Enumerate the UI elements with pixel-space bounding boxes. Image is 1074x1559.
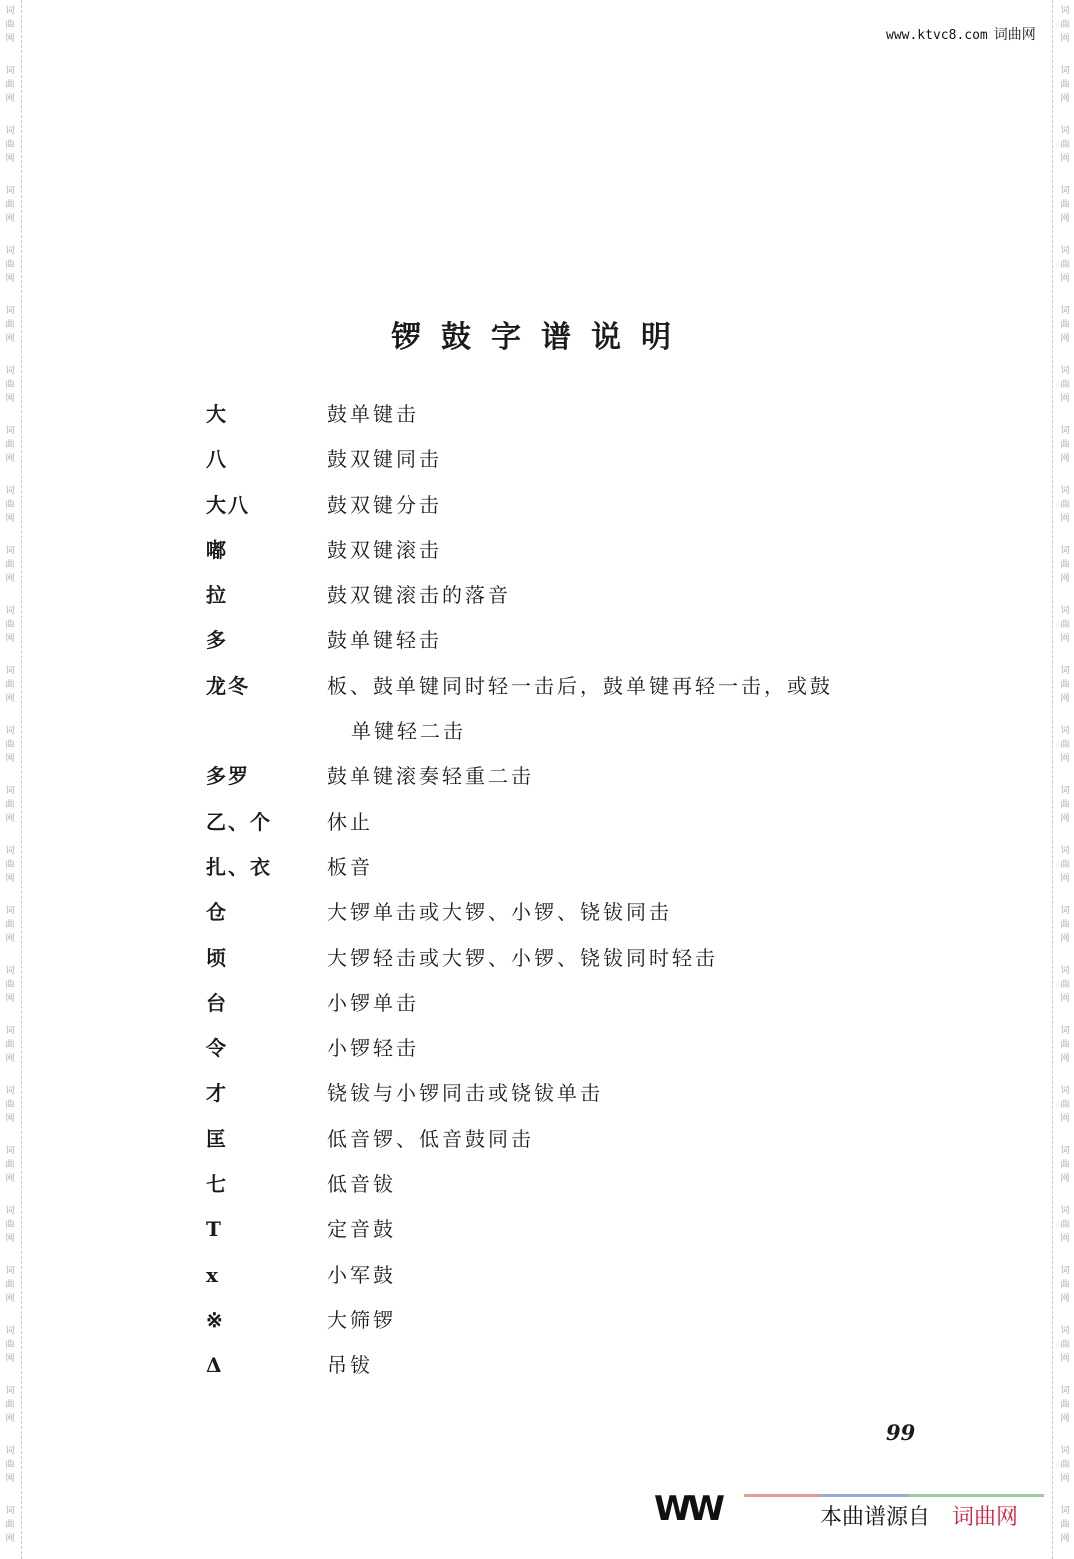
legend-symbol: 大八 — [206, 492, 250, 517]
legend-symbol: 乙、个 — [206, 809, 272, 834]
legend-description — [327, 1207, 886, 1252]
legend-row — [206, 981, 886, 1026]
legend-row — [206, 1343, 886, 1388]
watermark-stamp: 词 曲 网 — [5, 426, 15, 464]
legend-description — [327, 845, 886, 890]
legend-description — [327, 1026, 886, 1071]
legend-row — [206, 1253, 886, 1298]
legend-description-text: 鼓单键轻击 — [327, 628, 442, 653]
legend-description-text: 板、鼓单键同时轻一击后，鼓单键再轻一击，或鼓 — [327, 673, 833, 698]
legend-row — [206, 800, 886, 845]
watermark-stamp: 词 曲 网 — [1060, 6, 1070, 44]
legend-symbol: 顷 — [206, 945, 228, 970]
legend-description-text: 大锣单击或大锣、小锣、铙钹同击 — [327, 900, 672, 925]
site-name: 词曲网 — [993, 27, 1036, 43]
legend-row — [206, 1117, 886, 1162]
legend-symbol: 七 — [206, 1172, 228, 1197]
legend-symbol: 扎、衣 — [206, 854, 272, 879]
watermark-stamp: 词 曲 网 — [1060, 546, 1070, 584]
watermark-stamp: 词 曲 网 — [5, 126, 15, 164]
watermark-stamp: 词 曲 网 — [5, 246, 15, 284]
watermark-stamp: 词 曲 网 — [1060, 1446, 1070, 1484]
legend-row — [206, 1207, 886, 1252]
legend-row — [206, 618, 886, 663]
legend-description-text: 定音鼓 — [327, 1217, 396, 1242]
watermark-stamp: 词 曲 网 — [5, 966, 15, 1004]
watermark-stamp: 词 曲 网 — [1060, 786, 1070, 824]
legend-description-text: 大锣轻击或大锣、小锣、铙钹同时轻击 — [327, 945, 718, 970]
legend-row — [206, 890, 886, 935]
watermark-stamp: 词 曲 网 — [5, 1506, 15, 1544]
legend-row — [206, 1298, 886, 1343]
legend-description-text: 鼓双键滚击 — [327, 537, 442, 562]
legend-row — [206, 664, 886, 755]
legend-row — [206, 437, 886, 482]
legend-description — [327, 981, 886, 1026]
watermark-stamp: 词 曲 网 — [5, 66, 15, 104]
legend-description-text: 小锣单击 — [327, 990, 419, 1015]
legend-symbol: 台 — [206, 990, 228, 1015]
right-guide-line — [1052, 0, 1053, 1559]
legend-symbol: x — [206, 1262, 220, 1287]
watermark-stamp: 词 曲 网 — [1060, 126, 1070, 164]
legend-row — [206, 936, 886, 981]
legend-symbol: ※ — [206, 1307, 225, 1332]
legend-symbol: 才 — [206, 1081, 228, 1106]
legend-symbol: 八 — [206, 447, 228, 472]
watermark-stamp: 词 曲 网 — [1060, 66, 1070, 104]
legend-description-text: 板音 — [327, 854, 373, 879]
watermark-stamp: 词 曲 网 — [1060, 846, 1070, 884]
footer-site-logo: WW — [654, 1489, 722, 1529]
legend-description-text: 低音钹 — [327, 1172, 396, 1197]
watermark-stamp: 词 曲 网 — [5, 1266, 15, 1304]
legend-symbol: 仓 — [206, 900, 228, 925]
legend-description-text: 鼓双键同击 — [327, 447, 442, 472]
watermark-stamp: 词 曲 网 — [5, 486, 15, 524]
watermark-stamp: 词 曲 网 — [5, 1326, 15, 1364]
watermark-stamp: 词 曲 网 — [1060, 966, 1070, 1004]
legend-description — [327, 1162, 886, 1207]
watermark-stamp: 词 曲 网 — [5, 1206, 15, 1244]
legend-row — [206, 1071, 886, 1116]
legend-description-text: 小军鼓 — [327, 1262, 396, 1287]
legend-row — [206, 845, 886, 890]
watermark-stamp: 词 曲 网 — [5, 1446, 15, 1484]
footer-source-note — [820, 1500, 1018, 1531]
watermark-stamp: 词 曲 网 — [1060, 1266, 1070, 1304]
watermark-stamp: 词 曲 网 — [1060, 246, 1070, 284]
legend-description — [327, 573, 886, 618]
legend-description — [327, 483, 886, 528]
watermark-stamp: 词 曲 网 — [1060, 606, 1070, 644]
legend-description — [327, 890, 886, 935]
site-url-link[interactable]: www.ktvc8.com — [886, 28, 988, 43]
watermark-stamp: 词 曲 网 — [5, 1386, 15, 1424]
watermark-stamp: 词 曲 网 — [5, 366, 15, 404]
watermark-stamp: 词 曲 网 — [1060, 1026, 1070, 1064]
footer-brand[interactable]: 词曲网 — [952, 1505, 1019, 1530]
legend-symbol: Δ — [206, 1353, 224, 1378]
watermark-stamp: 词 曲 网 — [1060, 366, 1070, 404]
legend-symbol: 拉 — [206, 583, 228, 608]
watermark-stamp: 词 曲 网 — [1060, 666, 1070, 704]
footer-source-text: 本曲谱源自 — [820, 1505, 931, 1530]
site-header[interactable] — [886, 24, 1036, 44]
legend-description — [327, 1298, 886, 1343]
watermark-stamp: 词 曲 网 — [1060, 1206, 1070, 1244]
legend-description-text: 鼓单键滚奏轻重二击 — [327, 764, 534, 789]
legend-symbol: 多 — [206, 628, 228, 653]
legend-description — [327, 618, 886, 663]
legend-row — [206, 754, 886, 799]
watermark-stamp: 词 曲 网 — [1060, 426, 1070, 464]
watermark-stamp: 词 曲 网 — [5, 546, 15, 584]
legend-symbol: 多罗 — [206, 764, 250, 789]
watermark-stamp: 词 曲 网 — [5, 726, 15, 764]
watermark-stamp: 词 曲 网 — [5, 846, 15, 884]
legend-description — [327, 1253, 886, 1298]
legend-description — [327, 664, 886, 755]
legend-description-text: 鼓双键滚击的落音 — [327, 583, 511, 608]
footer-logo-bar — [744, 1494, 1044, 1497]
left-guide-line — [21, 0, 22, 1559]
right-side-watermark — [1058, 0, 1072, 1559]
legend-description — [327, 800, 886, 845]
watermark-stamp: 词 曲 网 — [5, 186, 15, 224]
legend-description — [327, 936, 886, 981]
watermark-stamp: 词 曲 网 — [1060, 486, 1070, 524]
legend-description-text: 吊钹 — [327, 1353, 373, 1378]
legend-row — [206, 392, 886, 437]
legend-description-continuation: 单键轻二击 — [351, 719, 466, 744]
legend-description — [327, 392, 886, 437]
legend-row — [206, 573, 886, 618]
legend-description — [327, 1071, 886, 1116]
notation-legend-list — [206, 392, 886, 1389]
left-side-watermark — [3, 0, 17, 1559]
watermark-stamp: 词 曲 网 — [1060, 906, 1070, 944]
watermark-stamp: 词 曲 网 — [5, 1086, 15, 1124]
legend-row — [206, 483, 886, 528]
legend-description-text: 低音锣、低音鼓同击 — [327, 1126, 534, 1151]
page-number: 99 — [886, 1420, 916, 1445]
legend-description-text: 鼓双键分击 — [327, 492, 442, 517]
legend-symbol: 匡 — [206, 1126, 228, 1151]
legend-description — [327, 528, 886, 573]
watermark-stamp: 词 曲 网 — [1060, 1326, 1070, 1364]
watermark-stamp: 词 曲 网 — [5, 786, 15, 824]
legend-description-text: 鼓单键击 — [327, 402, 419, 426]
watermark-stamp: 词 曲 网 — [1060, 306, 1070, 344]
legend-symbol: 大 — [206, 402, 228, 426]
watermark-stamp: 词 曲 网 — [1060, 1086, 1070, 1124]
watermark-stamp: 词 曲 网 — [5, 1146, 15, 1184]
legend-description-text: 小锣轻击 — [327, 1036, 419, 1061]
legend-symbol: T — [206, 1217, 223, 1242]
legend-symbol: 令 — [206, 1036, 228, 1061]
legend-symbol: 嘟 — [206, 537, 228, 562]
watermark-stamp: 词 曲 网 — [5, 666, 15, 704]
watermark-stamp: 词 曲 网 — [5, 306, 15, 344]
watermark-stamp: 词 曲 网 — [5, 606, 15, 644]
watermark-stamp: 词 曲 网 — [1060, 1506, 1070, 1544]
page-title: 锣鼓字谱说明 — [391, 320, 691, 356]
watermark-stamp: 词 曲 网 — [5, 906, 15, 944]
legend-description — [327, 1343, 886, 1388]
watermark-stamp: 词 曲 网 — [1060, 726, 1070, 764]
watermark-stamp: 词 曲 网 — [1060, 1146, 1070, 1184]
legend-description — [327, 754, 886, 799]
legend-description-text: 铙钹与小锣同击或铙钹单击 — [327, 1081, 603, 1106]
legend-description — [327, 1117, 886, 1162]
legend-row — [206, 528, 886, 573]
watermark-stamp: 词 曲 网 — [5, 1026, 15, 1064]
legend-symbol: 龙冬 — [206, 673, 250, 698]
legend-row — [206, 1162, 886, 1207]
watermark-stamp: 词 曲 网 — [5, 6, 15, 44]
watermark-stamp: 词 曲 网 — [1060, 186, 1070, 224]
legend-description-text: 休止 — [327, 809, 373, 834]
legend-description-text: 大筛锣 — [327, 1307, 396, 1332]
watermark-stamp: 词 曲 网 — [1060, 1386, 1070, 1424]
legend-row — [206, 1026, 886, 1071]
legend-description — [327, 437, 886, 482]
